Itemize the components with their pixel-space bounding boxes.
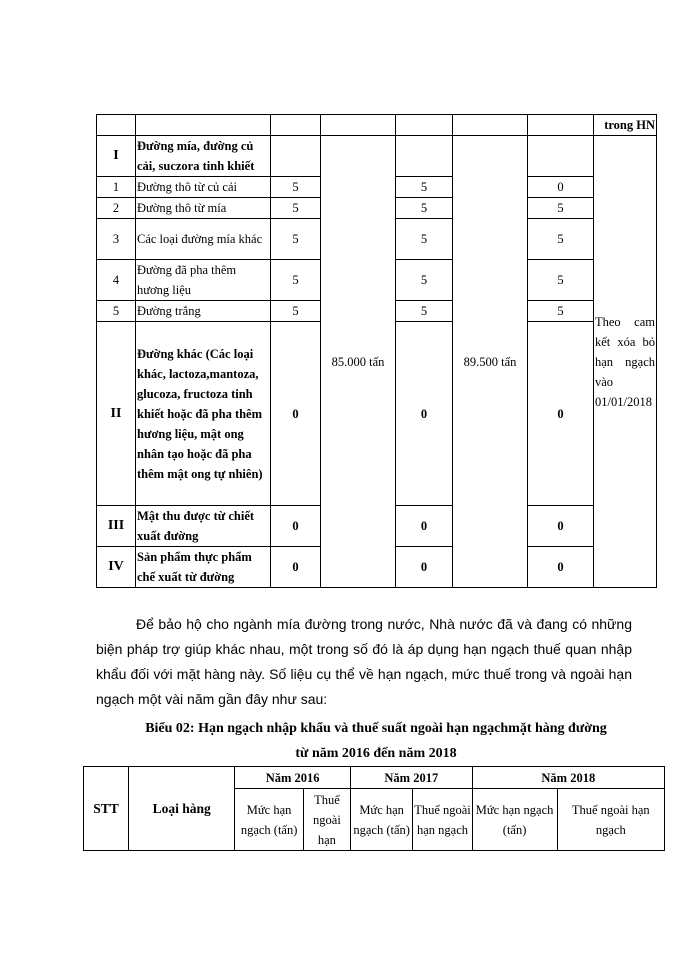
body-paragraph: Để bảo hộ cho ngành mía đường trong nước, Nhà nước đã và đang có những biện pháp trợ giúp khác nhau, một trong số đó là áp dụng hạn ngạch thuế quan nhập khẩu đối với mặt hàng này. Số liệu cụ thể về hạn ngạch, mức thuế trong và ngoài hạn ngạch một vài năm gần đây như sau: xyxy=(96,616,632,707)
quota-header: Mức hạn ngạch (tấn) xyxy=(472,789,557,851)
row-name: Đường mía, đường củ cải, suczora tinh khiết xyxy=(136,136,271,177)
caption-line-2: từ năm 2016 đến năm 2018 xyxy=(295,746,457,761)
quota-note: Theo cam kết xóa bỏ hạn ngạch vào 01/01/2018 xyxy=(594,136,657,588)
table-row: II Đường khác (Các loại khác, lactoza,mantoza, glucoza, fructoza tinh khiết hoặc đã pha thêm hương liệu, mật ong nhân tạo hoặc đã pha thêm mật ong tự nhiên) 0 0 0 xyxy=(97,322,657,506)
year-2018-header: Năm 2018 xyxy=(472,767,664,789)
tax-header: Thuế ngoài hạn ngạch xyxy=(557,789,664,851)
quota-2017: 89.500 tấn xyxy=(453,136,528,588)
year-2017-header: Năm 2017 xyxy=(350,767,472,789)
tax-header: Thuế ngoài hạn xyxy=(303,789,350,851)
quota-header: Mức hạn ngạch (tấn) xyxy=(235,789,304,851)
year-2016-header: Năm 2016 xyxy=(235,767,351,789)
table-row: IV Sản phẩm thực phẩm chế xuất từ đường 0 0 0 xyxy=(97,547,657,588)
quota-tariff-table-continued xyxy=(96,114,657,588)
table-row: 2 Đường thô từ mía 5 5 5 xyxy=(97,198,657,219)
stt-header: STT xyxy=(84,767,129,851)
table-row: III Mật thu được từ chiết xuất đường 0 0 0 xyxy=(97,506,657,547)
tax-header: Thuế ngoài hạn ngạch xyxy=(413,789,472,851)
quota-tariff-table-2 xyxy=(83,766,665,851)
header-note: trong HN xyxy=(594,115,657,136)
quota-header: Mức hạn ngạch (tấn) xyxy=(350,789,412,851)
item-header: Loại hàng xyxy=(129,767,235,851)
table-row: 5 Đường trắng 5 5 5 xyxy=(97,301,657,322)
table-caption xyxy=(96,716,656,766)
table-row: 1 Đường thô từ củ cải 5 5 0 xyxy=(97,177,657,198)
row-stt: I xyxy=(97,136,136,177)
caption-line-1: Biểu 02: Hạn ngạch nhập khẩu và thuế suất ngoài hạn ngạchmặt hàng đường xyxy=(145,721,607,736)
table-row xyxy=(97,136,657,177)
table-header-row xyxy=(84,767,665,789)
quota-2016: 85.000 tấn xyxy=(321,136,396,588)
table-row: 3 Các loại đường mía khác 5 5 5 xyxy=(97,219,657,260)
table-row: 4 Đường đã pha thêm hương liệu 5 5 5 xyxy=(97,260,657,301)
table-row xyxy=(97,115,657,136)
